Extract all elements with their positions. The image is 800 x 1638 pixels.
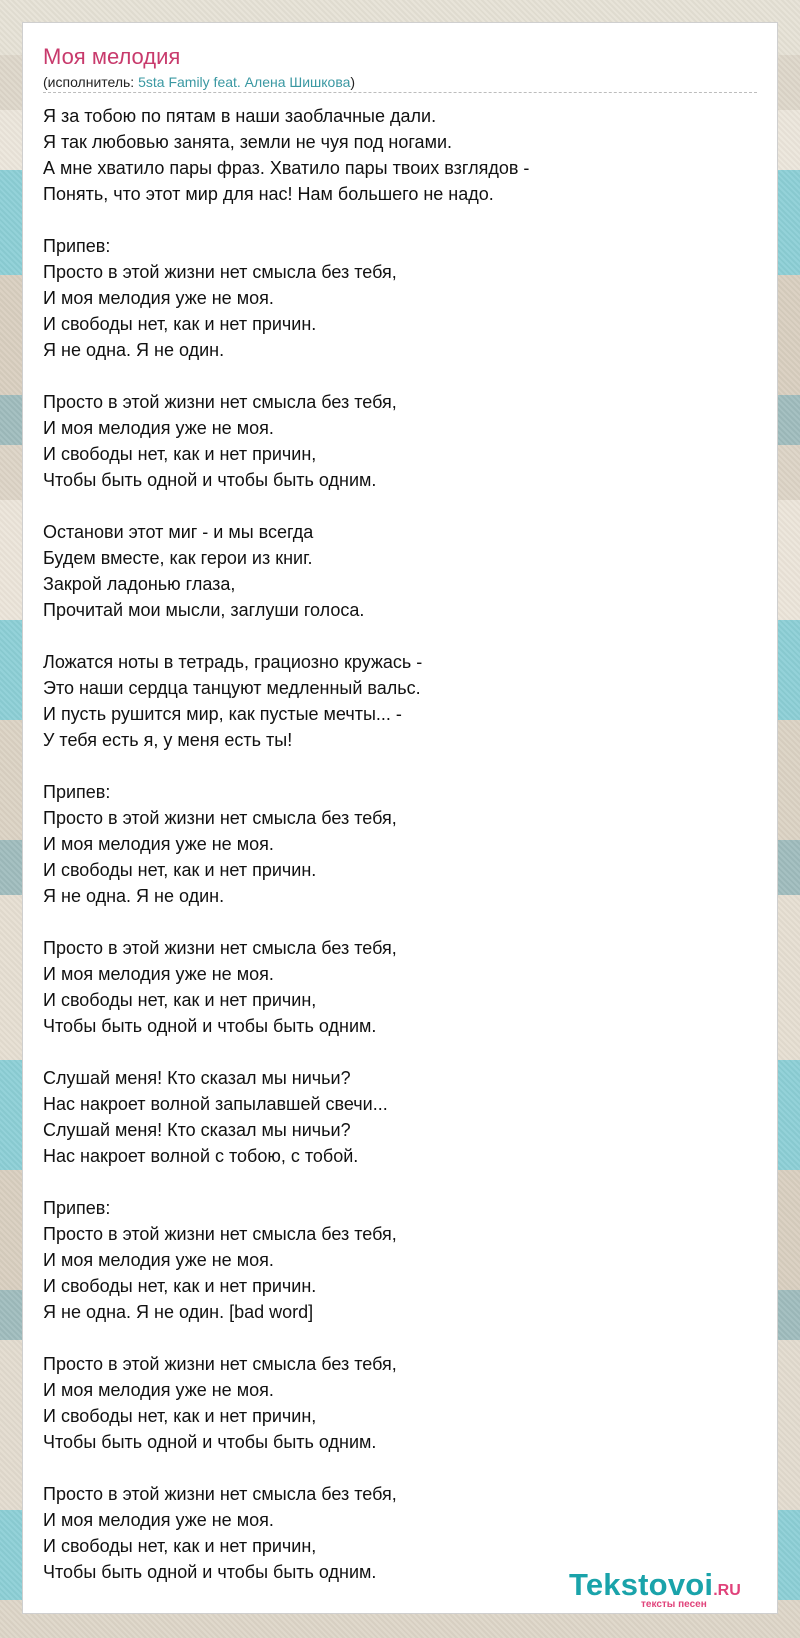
lyric-line: Понять, что этот мир для нас! Нам большего не надо. xyxy=(43,184,494,204)
lyric-blank-line xyxy=(43,1169,757,1195)
lyric-line: И моя мелодия уже не моя. xyxy=(43,1250,274,1270)
lyric-line: Слушай меня! Кто сказал мы ничьи? xyxy=(43,1068,351,1088)
lyric-line: И свободы нет, как и нет причин, xyxy=(43,1536,317,1556)
lyric-line: Припев: xyxy=(43,1198,111,1218)
lyric-line: Прочитай мои мысли, заглуши голоса. xyxy=(43,600,365,620)
lyric-line: Закрой ладонью глаза, xyxy=(43,574,236,594)
lyric-line: Нас накроет волной запылавшей свечи... xyxy=(43,1094,388,1114)
meta-prefix: (исполнитель: xyxy=(43,74,139,90)
lyric-line: Ложатся ноты в тетрадь, грациозно кружась - xyxy=(43,652,423,672)
lyric-line: Просто в этой жизни нет смысла без тебя, xyxy=(43,392,397,412)
lyric-line: Я не одна. Я не один. [bad word] xyxy=(43,1302,314,1322)
lyric-line: Просто в этой жизни нет смысла без тебя, xyxy=(43,1224,397,1244)
lyric-line: Чтобы быть одной и чтобы быть одним. xyxy=(43,1016,377,1036)
lyric-line: Просто в этой жизни нет смысла без тебя, xyxy=(43,1484,397,1504)
lyric-line: Я не одна. Я не один. xyxy=(43,340,225,360)
lyric-line: Чтобы быть одной и чтобы быть одним. xyxy=(43,1432,377,1452)
lyric-line: Я не одна. Я не один. xyxy=(43,886,225,906)
lyric-line: И моя мелодия уже не моя. xyxy=(43,1510,274,1530)
lyric-blank-line xyxy=(43,623,757,649)
lyric-line: И моя мелодия уже не моя. xyxy=(43,964,274,984)
lyric-line: И свободы нет, как и нет причин, xyxy=(43,1406,317,1426)
lyric-blank-line xyxy=(43,909,757,935)
lyric-blank-line xyxy=(43,1325,757,1351)
lyric-line: Я за тобою по пятам в наши заоблачные дали. xyxy=(43,106,437,126)
logo-tld: .RU xyxy=(713,1582,741,1599)
lyric-line: Слушай меня! Кто сказал мы ничьи? xyxy=(43,1120,351,1140)
lyric-line: У тебя есть я, у меня есть ты! xyxy=(43,730,293,750)
lyric-blank-line xyxy=(43,493,757,519)
lyric-line: И свободы нет, как и нет причин. xyxy=(43,860,317,880)
lyric-line: Просто в этой жизни нет смысла без тебя, xyxy=(43,262,397,282)
logo-main-text: Tekstovoi xyxy=(569,1567,714,1602)
lyric-line: Нас накроет волной с тобою, с тобой. xyxy=(43,1146,359,1166)
lyric-line: И моя мелодия уже не моя. xyxy=(43,418,274,438)
lyric-line: Просто в этой жизни нет смысла без тебя, xyxy=(43,808,397,828)
lyric-line: Просто в этой жизни нет смысла без тебя, xyxy=(43,938,397,958)
lyric-line: И моя мелодия уже не моя. xyxy=(43,288,274,308)
lyrics-body xyxy=(43,103,757,1585)
logo-tagline: тексты песен xyxy=(641,1599,707,1610)
lyric-line: И свободы нет, как и нет причин. xyxy=(43,1276,317,1296)
lyric-blank-line xyxy=(43,1455,757,1481)
lyric-line: И пусть рушится мир, как пустые мечты... - xyxy=(43,704,402,724)
lyric-line: Припев: xyxy=(43,236,111,256)
lyric-line: Чтобы быть одной и чтобы быть одним. xyxy=(43,470,377,490)
lyric-line: Будем вместе, как герои из книг. xyxy=(43,548,313,568)
lyric-blank-line xyxy=(43,1039,757,1065)
lyric-line: И свободы нет, как и нет причин, xyxy=(43,990,317,1010)
lyric-line: Просто в этой жизни нет смысла без тебя, xyxy=(43,1354,397,1374)
lyric-line: И моя мелодия уже не моя. xyxy=(43,834,274,854)
lyric-blank-line xyxy=(43,207,757,233)
lyric-line: Чтобы быть одной и чтобы быть одним. xyxy=(43,1562,377,1582)
lyric-line: И свободы нет, как и нет причин, xyxy=(43,444,317,464)
lyric-line: Припев: xyxy=(43,782,111,802)
lyrics-card xyxy=(22,22,778,1614)
lyric-line: И моя мелодия уже не моя. xyxy=(43,1380,274,1400)
meta-suffix: ) xyxy=(350,74,356,90)
artist-link[interactable]: 5sta Family feat. Алена Шишкова xyxy=(138,74,351,90)
lyric-line: Я так любовью занята, земли не чуя под ногами. xyxy=(43,132,452,152)
lyric-line: Это наши сердца танцуют медленный вальс. xyxy=(43,678,421,698)
lyric-line: Останови этот миг - и мы всегда xyxy=(43,522,314,542)
lyric-blank-line xyxy=(43,363,757,389)
lyric-blank-line xyxy=(43,753,757,779)
song-meta xyxy=(43,73,757,93)
lyric-line: И свободы нет, как и нет причин. xyxy=(43,314,317,334)
lyric-line: А мне хватило пары фраз. Хватило пары твоих взглядов - xyxy=(43,158,530,178)
site-logo[interactable] xyxy=(569,1567,769,1617)
song-title: Моя мелодия xyxy=(43,44,181,69)
